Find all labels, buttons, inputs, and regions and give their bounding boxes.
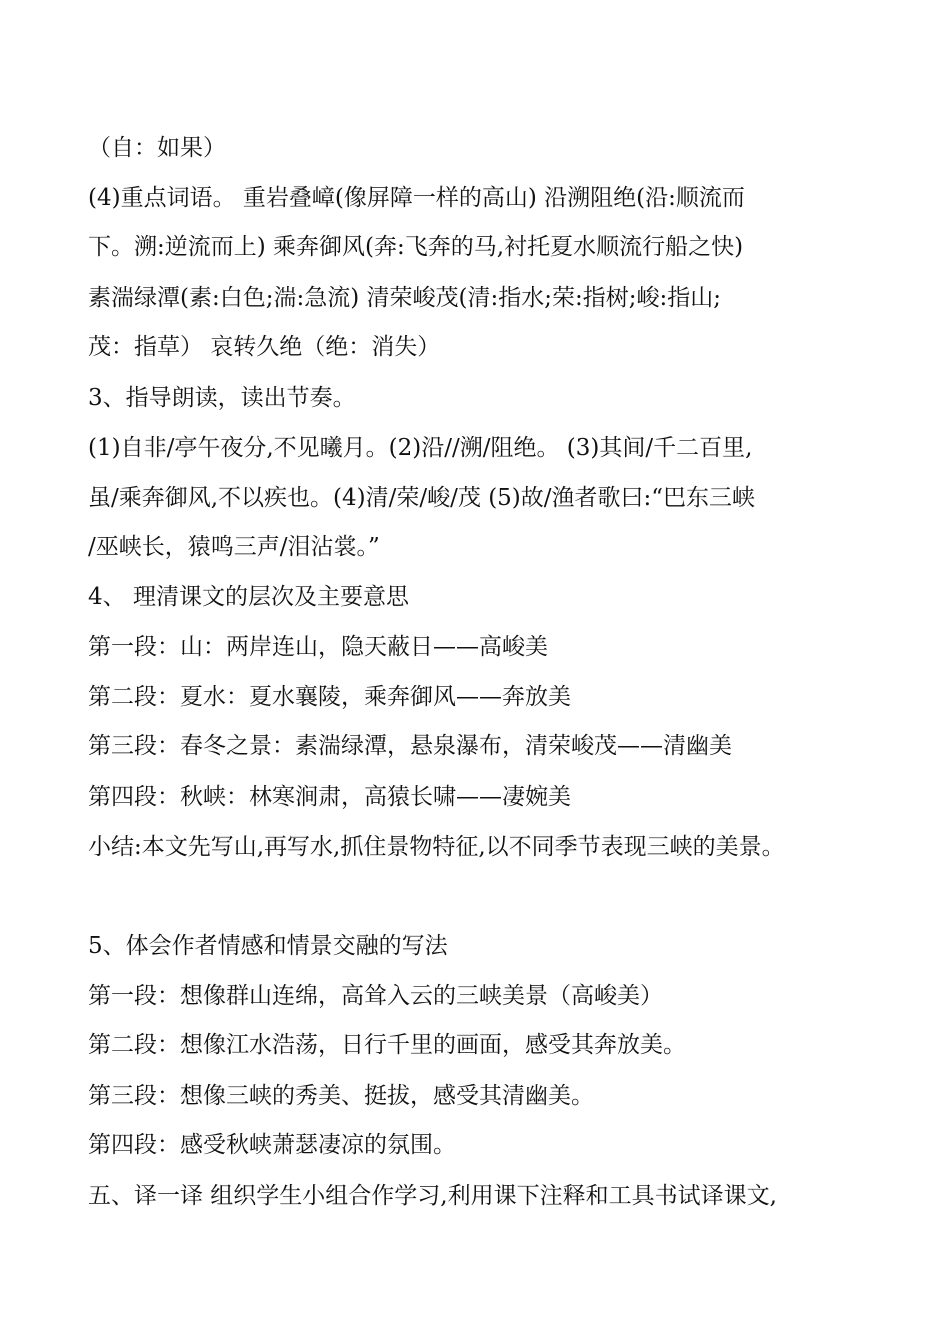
text-line: 下。溯:逆流而上) 乘奔御风(奔:飞奔的马,衬托夏水顺流行船之快) xyxy=(88,234,744,260)
text-line: 5、体会作者情感和情景交融的写法 xyxy=(88,933,448,959)
text-line: 第三段：春冬之景：素湍绿潭，悬泉瀑布，清荣峻茂——清幽美 xyxy=(88,733,732,759)
text-line: 第四段：感受秋峡萧瑟凄凉的氛围。 xyxy=(88,1132,456,1158)
text-line: 茂：指草） 哀转久绝（绝：消失） xyxy=(88,334,441,360)
text-line: 第二段：夏水：夏水襄陵，乘奔御风——奔放美 xyxy=(88,684,571,710)
text-line: (1)自非/亭午夜分,不见曦月。(2)沿//溯/阻绝。 (3)其间/千二百里, xyxy=(88,435,753,461)
text-line: 4、 理清课文的层次及主要意思 xyxy=(88,584,409,610)
text-line: /巫峡长，猿鸣三声/泪沾裳。” xyxy=(88,534,380,560)
text-line: 3、指导朗读，读出节奏。 xyxy=(88,385,356,411)
text-line: 第一段：山：两岸连山，隐天蔽日——高峻美 xyxy=(88,634,548,660)
text-line: 第一段：想像群山连绵，高耸入云的三峡美景（高峻美） xyxy=(88,983,663,1009)
text-line: （自：如果） xyxy=(88,135,226,161)
text-line: 五、译一译 组织学生小组合作学习,利用课下注释和工具书试译课文, xyxy=(88,1183,777,1209)
text-line: 素湍绿潭(素:白色;湍:急流) 清荣峻茂(清:指水;荣:指树;峻:指山; xyxy=(88,285,721,311)
text-line: 虽/乘奔御风,不以疾也。(4)清/荣/峻/茂 (5)故/渔者歌曰:“巴东三峡 xyxy=(88,485,756,511)
text-line: (4)重点词语。 重岩叠嶂(像屏障一样的高山) 沿溯阻绝(沿:顺流而 xyxy=(88,185,745,211)
text-line: 第四段：秋峡：林寒涧肃，高猿长啸——凄婉美 xyxy=(88,784,571,810)
text-line: 第三段：想像三峡的秀美、挺拔，感受其清幽美。 xyxy=(88,1083,594,1109)
text-line: 第二段：想像江水浩荡，日行千里的画面，感受其奔放美。 xyxy=(88,1032,686,1058)
text-line: 小结:本文先写山,再写水,抓住景物特征,以不同季节表现三峡的美景。 xyxy=(88,834,785,860)
